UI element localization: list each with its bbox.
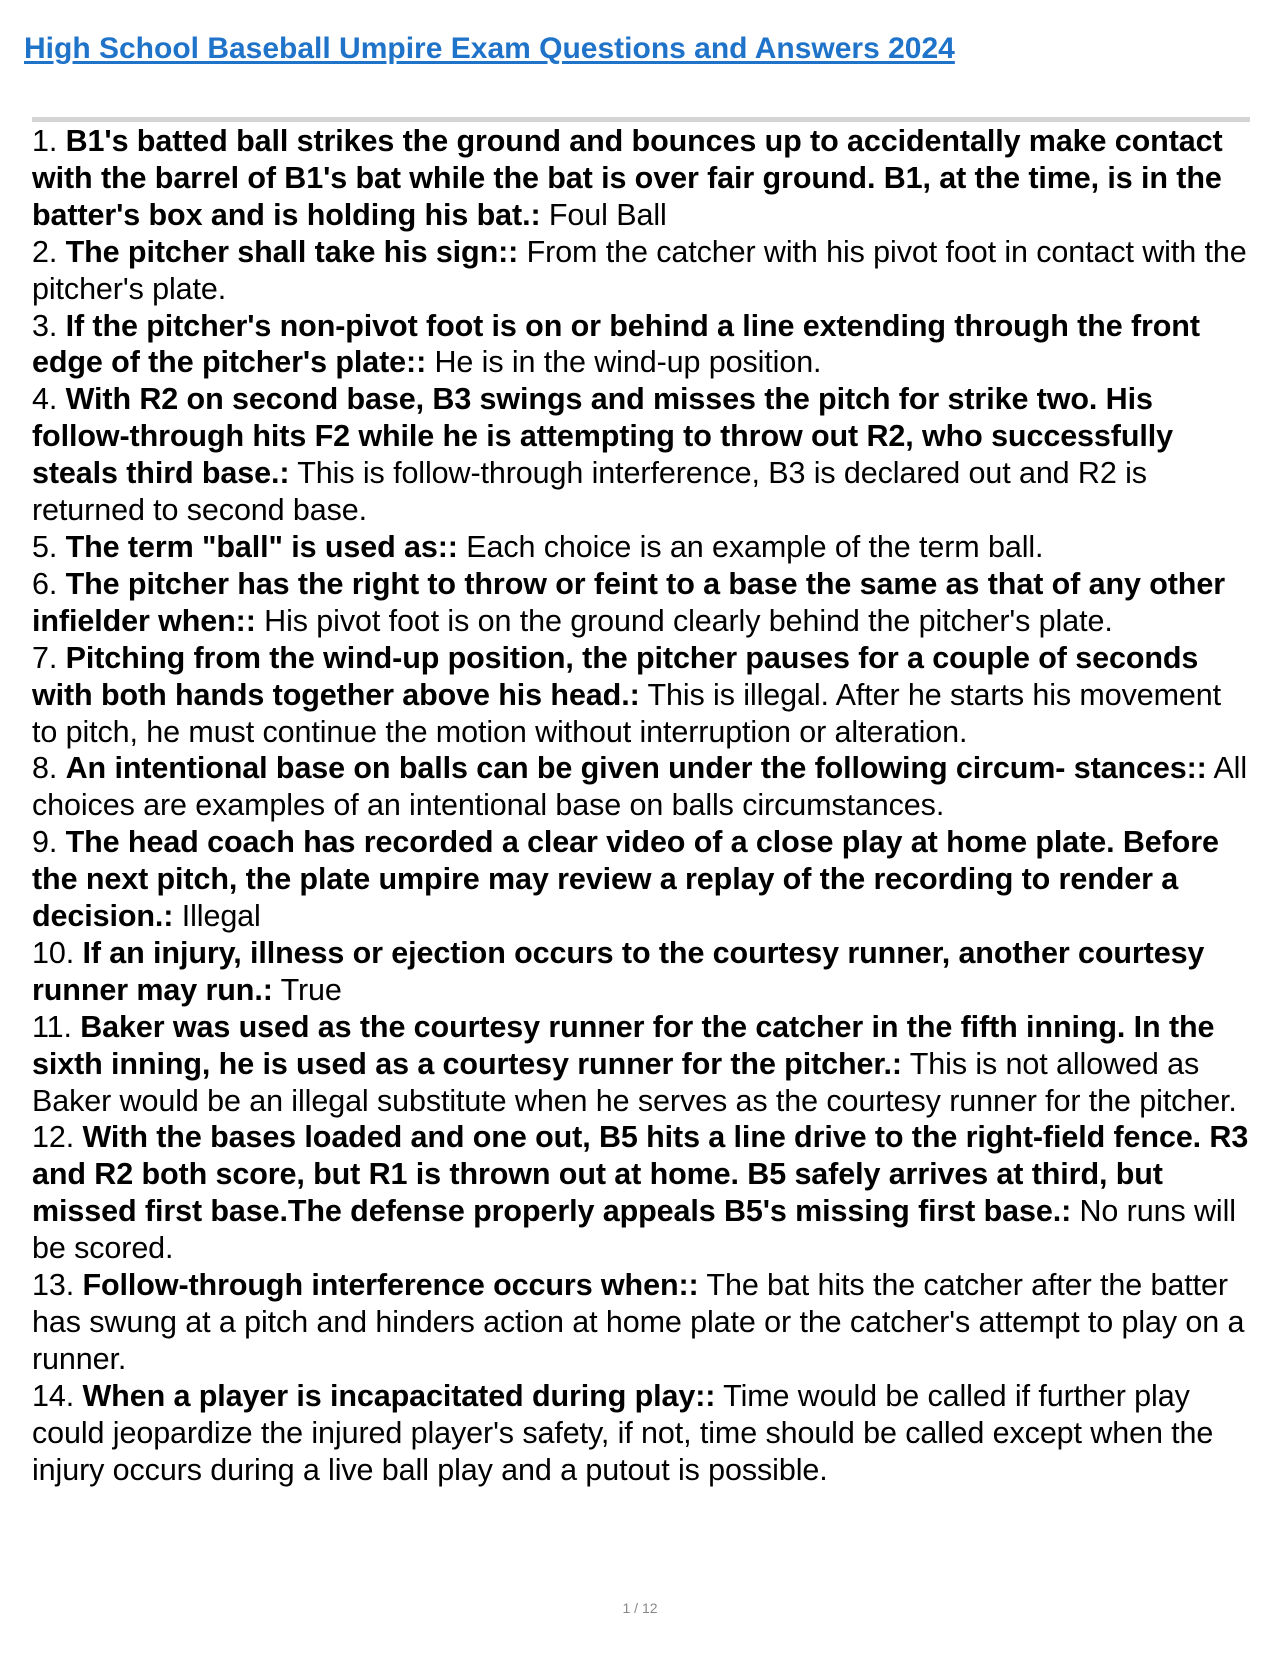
answer-text: From the catcher with his pivot foot in contact with the pitcher's plate. [32, 234, 1247, 306]
question-text: With the bases loaded and one out, B5 hits a line drive to the right-field fence. R3 and R2 both score, but R1 is thrown out at home. B5 safely arrives at third, but missed first base.The defense properly appeals B5's missing first base.: [32, 1120, 1249, 1229]
question-text: The head coach has recorded a clear video of a close play at home plate. Before the next pitch, the plate umpire may review a replay of the recording to render a decision.: [32, 825, 1219, 934]
question-text: Pitching from the wind-up position, the pitcher pauses for a couple of seconds with both hands together above his head.: [32, 640, 1199, 712]
qa-item [32, 750, 1250, 824]
qa-item [32, 824, 1250, 935]
question-text: B1's batted ball strikes the ground and bounces up to accidentally make contact with the barrel of B1's bat while the bat is over fair ground. B1, at the time, is in the batter's box and is holding his bat.: [32, 124, 1223, 232]
answer-text: This is follow-through interference, B3 is declared out and R2 is returned to second base. [32, 456, 1147, 528]
qa-list [32, 123, 1250, 1489]
title-divider [32, 117, 1250, 122]
qa-item [32, 123, 1250, 234]
question-number: 10. [32, 935, 75, 970]
qa-item [32, 1267, 1250, 1378]
question-number: 4. [32, 382, 58, 417]
answer-text: This is not allowed as Baker would be an illegal substitute when he serves as the courtesy runner for the pitcher. [32, 1046, 1237, 1118]
answer-text: The bat hits the catcher after the batter has swung at a pitch and hinders action at home plate or the catcher's attempt to play on a runner. [32, 1268, 1245, 1376]
question-text: If the pitcher's non-pivot foot is on or behind a line extending through the front edge of the pitcher's plate:: [32, 308, 1200, 380]
question-number: 11. [32, 1009, 72, 1044]
qa-item [32, 529, 1250, 566]
qa-item [32, 1119, 1250, 1267]
answer-text: True [280, 972, 342, 1007]
answer-text: No runs will be scored. [32, 1194, 1236, 1266]
qa-item [32, 1378, 1250, 1489]
qa-item [32, 640, 1250, 751]
question-number: 12. [32, 1120, 75, 1155]
answer-text: All choices are examples of an intentional base on balls circumstances. [32, 751, 1248, 823]
question-number: 3. [32, 308, 58, 343]
document-title-link[interactable]: High School Baseball Umpire Exam Questions and Answers 2024 [24, 32, 955, 65]
question-text: If an injury, illness or ejection occurs to the courtesy runner, another courtesy runner may run.: [32, 935, 1205, 1007]
question-text: The pitcher shall take his sign:: [65, 234, 519, 269]
question-number: 2. [32, 234, 58, 269]
question-text: Follow-through interference occurs when:: [82, 1268, 699, 1303]
question-number: 5. [32, 529, 58, 564]
qa-item [32, 566, 1250, 640]
question-text: When a player is incapacitated during play:: [82, 1378, 716, 1413]
question-number: 8. [32, 751, 58, 786]
qa-item [32, 381, 1250, 529]
answer-text: His pivot foot is on the ground clearly behind the pitcher's plate. [264, 603, 1113, 638]
qa-item [32, 1009, 1250, 1120]
question-number: 13. [32, 1268, 75, 1303]
qa-item [32, 308, 1250, 382]
question-text: The pitcher has the right to throw or feint to a base the same as that of any other infielder when:: [32, 566, 1225, 638]
page-indicator: 1 / 12 [622, 1600, 658, 1616]
qa-item [32, 234, 1250, 308]
answer-text: Foul Ball [548, 197, 667, 232]
question-number: 6. [32, 566, 58, 601]
question-text: With R2 on second base, B3 swings and misses the pitch for strike two. His follow-through hits F2 while he is attempting to throw out R2, who successfully steals third base.: [32, 382, 1173, 491]
answer-text: Illegal [181, 899, 261, 934]
answer-text: Time would be called if further play could jeopardize the injured player's safety, if not, time should be called except when the injury occurs during a live ball play and a putout is possible. [32, 1378, 1214, 1487]
question-text: Baker was used as the courtesy runner for the catcher in the fifth inning. In the sixth inning, he is used as a courtesy runner for the pitcher.: [32, 1009, 1215, 1081]
answer-text: This is illegal. After he starts his movement to pitch, he must continue the motion without interruption or alteration. [32, 677, 1221, 749]
question-number: 14. [32, 1378, 75, 1413]
question-number: 1. [32, 124, 58, 158]
question-number: 7. [32, 640, 58, 675]
question-text: The term "ball" is used as:: [65, 529, 458, 564]
answer-text: He is in the wind-up position. [434, 345, 822, 380]
question-number: 9. [32, 825, 58, 860]
qa-item [32, 935, 1250, 1009]
answer-text: Each choice is an example of the term ball. [466, 529, 1044, 564]
question-text: An intentional base on balls can be given under the following circum- stances:: [65, 751, 1207, 786]
